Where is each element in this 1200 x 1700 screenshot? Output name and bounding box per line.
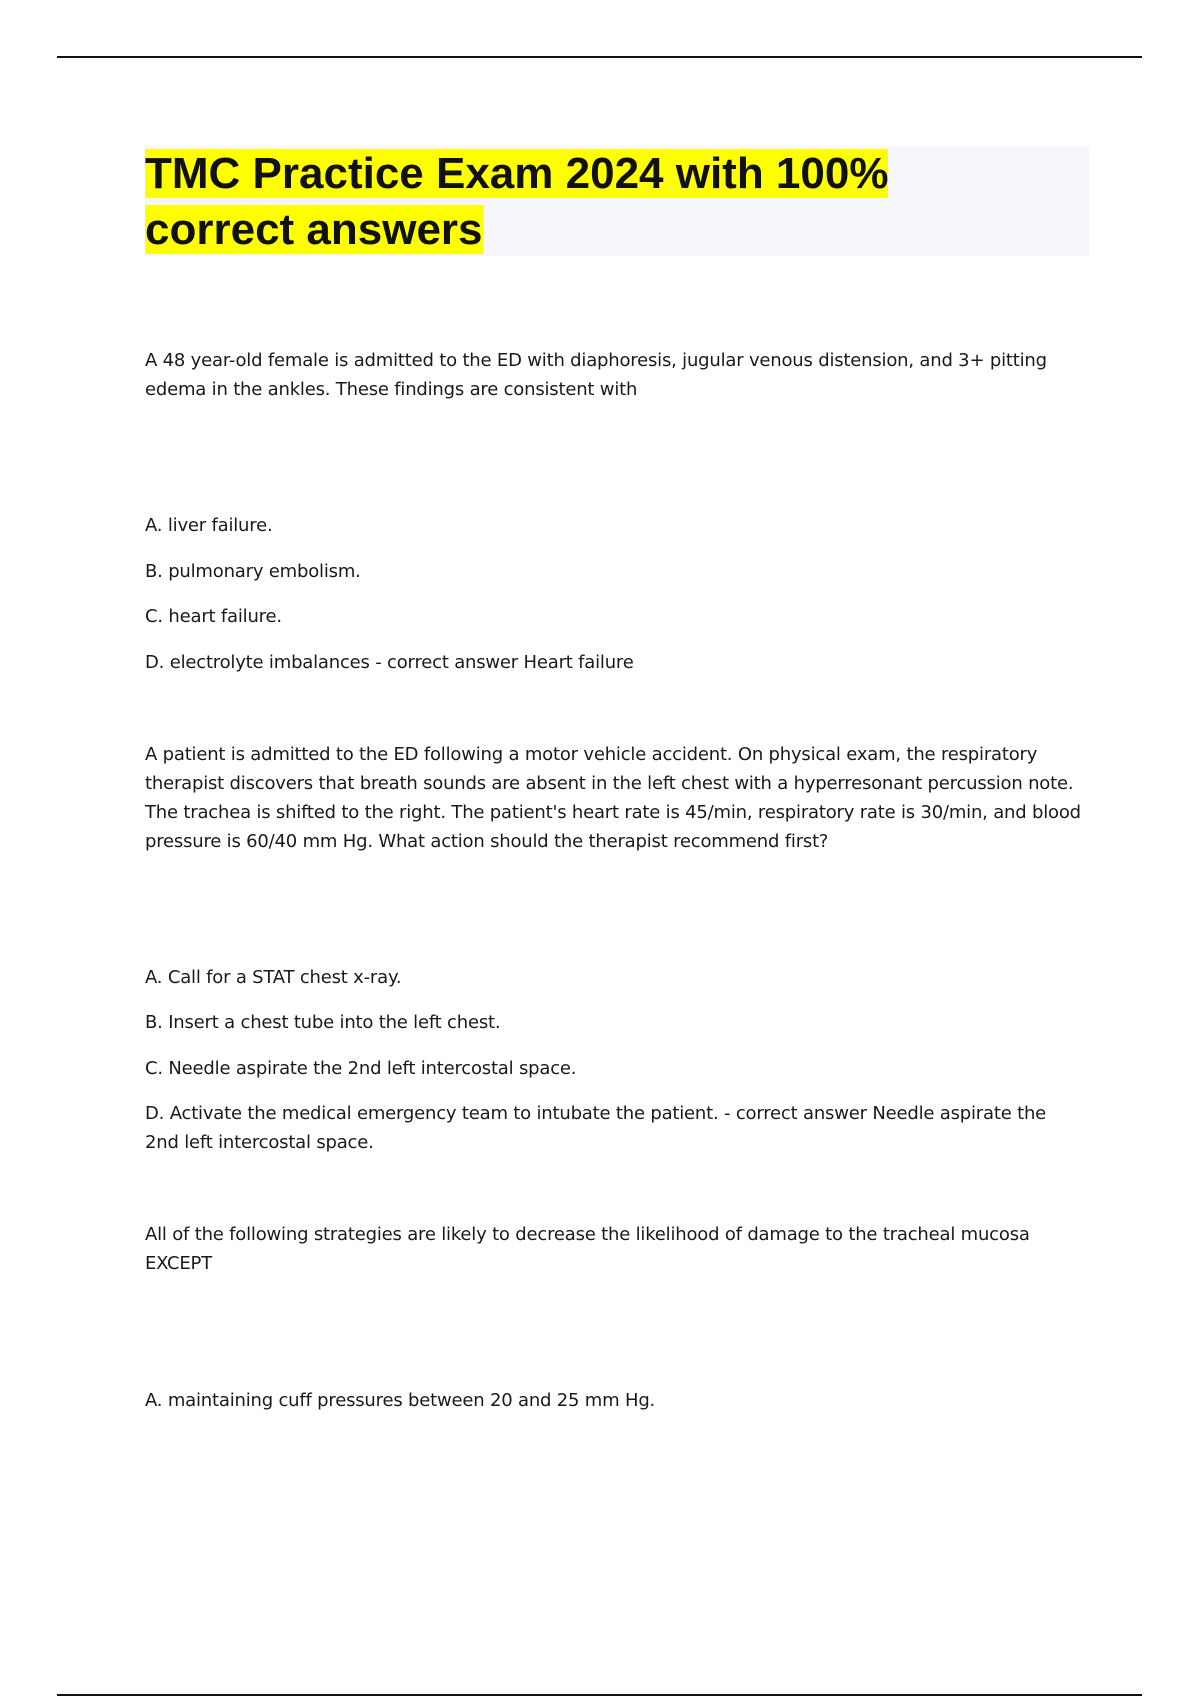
question-1-option-d: D. electrolyte imbalances - correct answer Heart failure bbox=[145, 652, 634, 673]
question-1-option-c: C. heart failure. bbox=[145, 606, 282, 627]
bottom-rule bbox=[57, 1694, 1142, 1696]
title-block bbox=[145, 146, 1089, 256]
top-rule bbox=[57, 56, 1142, 58]
question-2-option-d: D. Activate the medical emergency team to intubate the patient. - correct answer Needle aspirate the 2nd left intercostal space. bbox=[145, 1103, 1047, 1153]
question-2-stem: A patient is admitted to the ED following a motor vehicle accident. On physical exam, the respiratory therapist discovers that breath sounds are absent in the left chest with a hyperresonant percussion note. The trachea is shifted to the right. The patient's heart rate is 45/min, respiratory rate is 30/min, and blood pressure is 60/40 mm Hg. What action should the therapist recommend first? bbox=[145, 744, 1081, 852]
question-3-option-a: A. maintaining cuff pressures between 20 and 25 mm Hg. bbox=[145, 1390, 656, 1411]
title-line-2: correct answers bbox=[145, 205, 483, 254]
question-1-option-b: B. pulmonary embolism. bbox=[145, 561, 361, 582]
question-1-option-a: A. liver failure. bbox=[145, 515, 273, 536]
question-1-stem: A 48 year-old female is admitted to the ED with diaphoresis, jugular venous distension, and 3+ pitting edema in the ankles. These findings are consistent with bbox=[145, 350, 1047, 400]
document-title bbox=[145, 146, 1089, 258]
question-2-option-b: B. Insert a chest tube into the left chest. bbox=[145, 1012, 501, 1033]
question-2-option-a: A. Call for a STAT chest x-ray. bbox=[145, 967, 402, 988]
title-line-1: TMC Practice Exam 2024 with 100% bbox=[145, 149, 889, 198]
question-3-stem: All of the following strategies are likely to decrease the likelihood of damage to the tracheal mucosa EXCEPT bbox=[145, 1224, 1030, 1274]
question-2-option-c: C. Needle aspirate the 2nd left intercostal space. bbox=[145, 1058, 577, 1079]
